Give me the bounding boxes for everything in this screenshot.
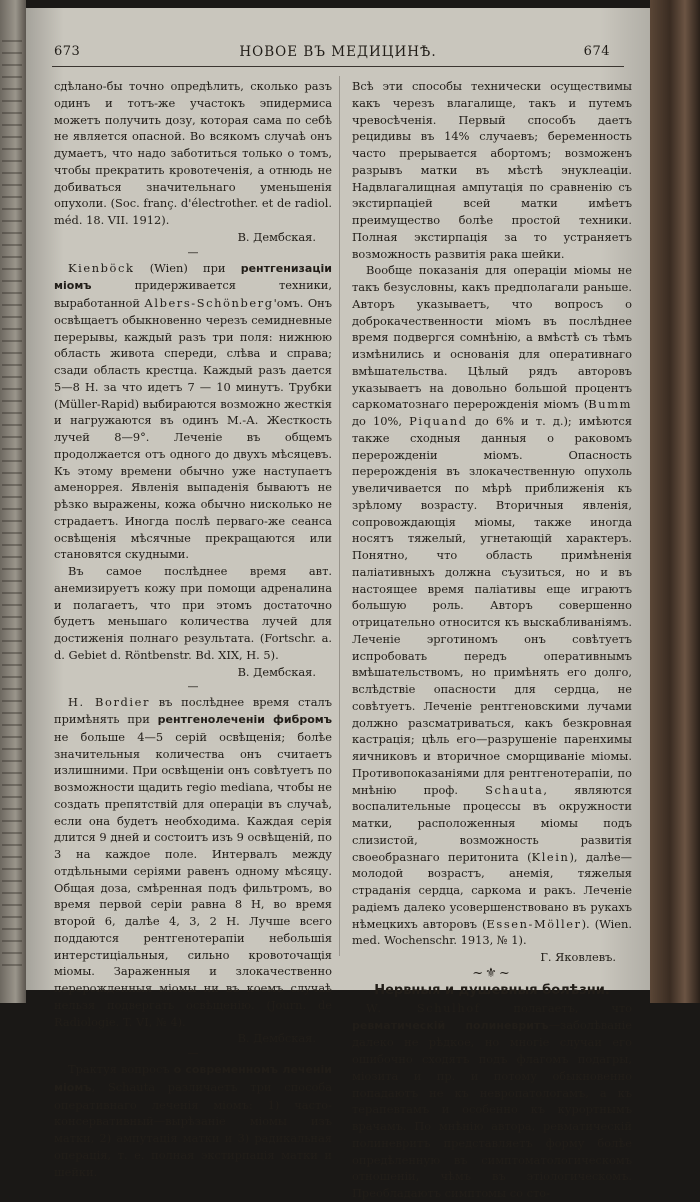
- cited-author: Kienböck: [68, 260, 135, 275]
- ornament-icon: ~⚜~: [472, 965, 512, 981]
- author-signature: В. Дембская.: [237, 664, 316, 679]
- running-title: НОВОЕ ВЪ МЕДИЦИНѢ.: [239, 44, 437, 60]
- paragraph: Kienböck (Wien) при рентгенизаціи міомъ придерживается техники, выработанной Albers-Schönberg'омъ. Онъ освѣщаетъ обыкновенно черезъ семидневные перерывы, каждый разъ три поля: нижнюю область живота спереди, слѣва и справа; сзади область крестца. Каждый разъ дается 5—8 Н. за что идетъ 7 — 10 минутъ. Трубки (Müller-Rapid) выбираются возможно жесткія и нагружаются въ одинъ М.-А. Жесткость лучей 8—9°. Леченіе въ общемъ продолжается отъ одного до двухъ мѣсяцевъ. Къ этому времени обычно уже наступаетъ аменоррея. Явленія выпаденія бываютъ не рѣзко выражены, кожа обычно нисколько не страдаетъ. Иногда послѣ перваго-же сеанса освѣщенія мѣсячные прекращаются или становятся скудными.: [54, 260, 333, 562]
- separator-dash: —: [187, 1047, 199, 1060]
- paragraph: Въ самое послѣднее время авт. анемизируетъ кожу при помощи адреналина и полагаетъ, что при этомъ достаточно будетъ меньшаго количества лучей для достиженія полнаго результата. (Fortschr. a. d. Gebiet d. Röntbenstr. Bd. XIX, H. 5).: [54, 564, 332, 662]
- topic-term: ревматическій полиневритъ: [352, 1018, 549, 1032]
- left-column: [54, 78, 332, 1180]
- cited-author: W. Schulhof: [366, 1000, 481, 1015]
- cited-author: Klein: [531, 849, 570, 864]
- facing-page-edge: [0, 0, 26, 1003]
- author-signature: Г. Яковлевъ.: [540, 950, 616, 964]
- right-column: [352, 78, 632, 1202]
- paragraph: H. Bordier въ послѣднее время сталъ примѣнять при рентгенолеченіи фибромъ не больше 4—5 серій освѣщенія; болѣе значительныя количества онъ считаетъ излишними. При освѣщеніи онъ совѣтуетъ по возможности щадить regio mediana, чтобы не создать препятствій для операціи въ случаѣ, если она будетъ необходима. Каждая серія длится 9 дней и состоитъ изъ 9 освѣщеній, по 3 на каждое поле. Интервалъ между отдѣльными серіями равенъ одному мѣсяцу. Общая доза, смѣренная подъ фильтромъ, во время первой серіи равна 8 Н, во время второй 6, далѣе 4, 3, 2 Н. Лучше всего поддаются рентгенотерапіи небольшія интерстиціальныя, сильно кровоточащія міомы. Зараженныя и злокачественно перерожденныя міомы ни въ коемъ случаѣ нельзя подвергать освѣщенію. (Journ. de Radiologie. T. VI, № 4).: [54, 695, 333, 1029]
- cited-author: Piquand: [409, 414, 468, 428]
- topic-term: о современномъ леченіи міомъ: [54, 1063, 332, 1094]
- paragraph: Трактуя вопросъ о современномъ леченіи міомъ, Schauta различаетъ три способа оперативнаго леченія міомъ: 1) часто-консервативный—вырѣзаніе міомы изъ матки, 2) ампутація матки и 3) радикальная операція, т. е. полная экстирпація матки и шейки.: [54, 1062, 332, 1179]
- cited-author: Essen-Möller: [486, 916, 582, 931]
- separator-dash: —: [187, 680, 199, 694]
- topic-term: рентгенолеченіи фибромъ: [157, 713, 333, 726]
- paragraph: Вообще показанія для операціи міомы не такъ безусловны, какъ предполагали раньше. Авторъ указываетъ, что вопросъ о доброкачественности міомъ въ послѣднее время подвергся сомнѣнію, а вмѣстѣ съ тѣмъ измѣнились и основанія для оперативнаго вмѣшательства. Цѣлый рядъ авторовъ указываетъ на довольно большой процентъ саркоматознаго перерожденія міомъ (Bumm до 10%, Piquand до 6% и т. д.); имѣются также сходныя данныя о раковомъ перерожденіи міомъ. Опасность перерожденія въ злокачественную опухоль увеличивается по мѣрѣ приближенія къ зрѣлому возрасту. Вторичныя явленія, сопровождающія міомы, также иногда носятъ тяжелый, угнетающій характеръ. Понятно, что область примѣненія паліативныхъ должна съузиться, но и въ настоящее время паліативы еще играютъ большую роль. Авторъ совершенно отрицательно относится къ выскабливаніямъ. Леченіе эрготиномъ онъ совѣтуетъ испробовать передъ оперативнымъ вмѣшательствомъ, но примѣнять его долго, вслѣдствіе опасности для сердца, не совѣтуетъ. Леченіе рентгеновскими лучами должно разсматриваться, какъ безкровная кастрація; цѣль его—разрушеніе паренхимы яичниковъ и вторичное сморщиваніе міомы. Противопоказаніями для рентгенотерапіи, по мнѣнію проф. Schauta, являются воспалительные процессы въ окружности матки, расположенныя міомы подъ слизистой, возможность развитія своеобразнаго перитонита (Klein), далѣе—молодой возрастъ, анемія, тяжелыя страданія сердца, саркома и ракъ. Леченіе радіемъ далеко усовершенствовано въ рукахъ нѣмецкихъ авторовъ (Essen-Möller). (Wien. med. Wochenschr. 1913, № 1).: [352, 263, 633, 948]
- cited-author: H. Bordier: [68, 695, 151, 710]
- cited-author: Albers-Schönberg: [144, 296, 274, 310]
- page-header: [26, 44, 650, 66]
- page-number-right: 674: [583, 44, 610, 59]
- column-divider: [339, 76, 340, 956]
- header-rule: [52, 66, 624, 67]
- topic-term: рентгенизаціи міомъ: [54, 261, 332, 293]
- section-heading: Нервныя и душевныя болѣзни.: [374, 982, 610, 998]
- author-signature: В. Дембская.: [237, 1031, 316, 1046]
- paragraph: Всѣ эти способы технически осуществимы какъ черезъ влагалище, такъ и путемъ чревосѣченія. Первый способъ даетъ рецидивы въ 14% случаевъ; беременность часто прерывается абортомъ; возможенъ разрывъ матки въ мѣстѣ энуклеаціи. Надвлагалищная ампутація по сравненію съ экстирпаціей всей матки имѣетъ преимущество болѣе простой техники. Полная экстирпація за то устраняетъ возможность развитія рака шейки.: [352, 79, 632, 261]
- page-number-left: 673: [54, 44, 81, 59]
- separator-dash: —: [187, 245, 199, 259]
- paragraph: сдѣлано-бы точно опредѣлить, сколько разъ одинъ и тотъ-же участокъ эпидермиса можетъ получить дозу, которая сама по себѣ не является опасной. Во всякомъ случаѣ онъ думаетъ, что надо заботиться только о томъ, чтобы прекратить кровотеченія, а отнюдь не добиваться значительнаго уменьшенія опухоли. (Soc. franç. d'électrother. et de radiol. méd. 18. VII. 1912).: [54, 79, 332, 227]
- journal-page: [26, 8, 650, 1200]
- cited-author: Schauta: [485, 782, 544, 797]
- author-signature: В. Дембская.: [237, 229, 316, 244]
- book-page-edges: [650, 0, 700, 1003]
- cited-author: Bumm: [588, 397, 632, 412]
- facing-page-text: [2, 40, 22, 970]
- paragraph: W. Schulhof полагаетъ, что ревматическій полиневритъ—заболѣваніе далеко не рѣдкое, но многіе случаи его ошибочно сходятъ подъ флагомъ подагры, міозита и пр. и потому обыкновенно попадаютъ не къ невропатологамъ, а къ терапевтамъ и особенно къ курортнымъ врачамъ. По мнѣнію автора, ревматическій полиневритъ представляетъ форму болѣе опредѣленную въ симптоматологическомъ отношеніи, чѣмъ въ этіологическомъ. Преобладаютъ симптомы со сто-: [352, 1000, 633, 1200]
